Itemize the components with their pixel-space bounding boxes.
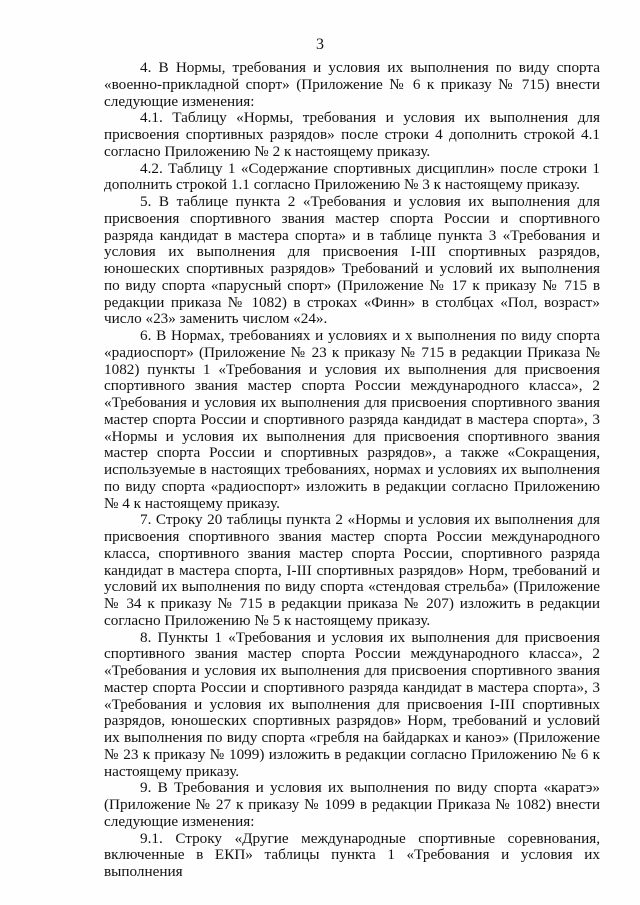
paragraph-9: 9. В Требования и условия их выполнения по виду спорта «каратэ» (Приложение № 27 к приказу № 1099 в редакции Приказа № 1082) внести следующие изменения: bbox=[104, 779, 600, 830]
paragraph-6: 6. В Нормах, требованиях и условиях и х выполнения по виду спорта «радиоспорт» (Приложение № 23 к приказу № 715 в редакции Приказа № 1082) пункты 1 «Требования и условия их выполнения для присвоения спортивного звания мастер спорта России международного класса», 2 «Требования и условия их выполнения для присвоения спортивного звания мастер спорта России и спортивного разряда кандидат в мастера спорта», 3 «Нормы и условия их выполнения для присвоения спортивного звания мастер спорта России и спортивных разрядов», а также «Сокращения, используемые в настоящих требованиях, нормах и условиях их выполнения по виду спорта «радиоспорт» изложить в редакции согласно Приложению № 4 к настоящему приказу. bbox=[104, 327, 600, 512]
paragraph-5: 5. В таблице пункта 2 «Требования и условия их выполнения для присвоения спортивного звания мастер спорта России и спортивного разряда кандидат в мастера спорта» и в таблице пункта 3 «Требования и условия их выполнения для присвоения I-III спортивных разрядов, юношеских спортивных разрядов» Требований и условий их выполнения по виду спорта «парусный спорт» (Приложение № 17 к приказу № 715 в редакции приказа № 1082) в строках «Финн» в столбцах «Пол, возраст» число «23» заменить числом «24». bbox=[104, 193, 600, 328]
document-body bbox=[104, 60, 600, 881]
paragraph-4: 4. В Нормы, требования и условия их выполнения по виду спорта «военно-прикладной спорт» (Приложение № 6 к приказу № 715) внести следующие изменения: bbox=[104, 59, 600, 110]
paragraph-4-1: 4.1. Таблицу «Нормы, требования и условия их выполнения для присвоения спортивных разрядов» после строки 4 дополнить строкой 4.1 согласно Приложению № 2 к настоящему приказу. bbox=[104, 109, 600, 160]
paragraph-8: 8. Пункты 1 «Требования и условия их выполнения для присвоения спортивного звания мастер спорта России международного класса», 2 «Требования и условия их выполнения для присвоения спортивного звания мастер спорта России и спортивного разряда кандидат в мастера спорта», 3 «Требования и условия их выполнения для присвоения I-III спортивных разрядов, юношеских спортивных разрядов» Норм, требований и условий их выполнения по виду спорта «гребля на байдарках и каноэ» (Приложение № 23 к приказу № 1099) изложить в редакции согласно Приложению № 6 к настоящему приказу. bbox=[104, 628, 600, 780]
page-number: 3 bbox=[316, 36, 324, 53]
paragraph-7: 7. Строку 20 таблицы пункта 2 «Нормы и условия их выполнения для присвоения спортивного звания мастер спорта России международного класса, спортивного звания мастер спорта России, спортивного разряда кандидат в мастера спорта, I-III спортивных разрядов» Норм, требований и условий их выполнения по виду спорта «стендовая стрельба» (Приложение № 34 к приказу № 715 в редакции приказа № 207) изложить в редакции согласно Приложению № 5 к настоящему приказу. bbox=[104, 511, 600, 629]
paragraph-4-2: 4.2. Таблицу 1 «Содержание спортивных дисциплин» после строки 1 дополнить строкой 1.1 согласно Приложению № 3 к настоящему приказу. bbox=[104, 159, 600, 194]
paragraph-9-1: 9.1. Строку «Другие международные спортивные соревнования, включенные в ЕКП» таблицы пункта 1 «Требования и условия их выполнения bbox=[104, 829, 600, 880]
